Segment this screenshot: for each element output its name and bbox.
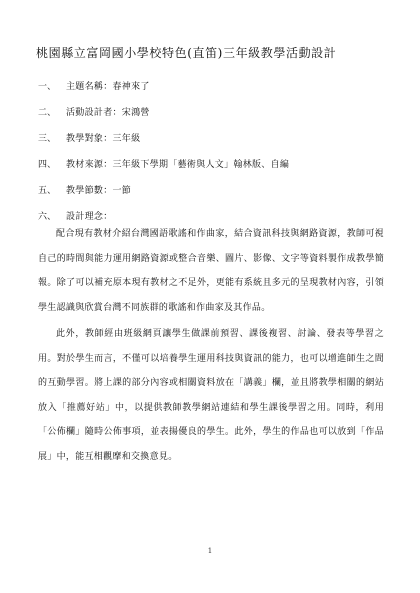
outline-item-source [38,150,388,176]
body-paragraph: 配合現有教材介紹台灣國語歌謠和作曲家，結合資訊科技與網路資源，教師可視自己的時間與能力運用網路資源或整合音樂、圖片、影像、文字等資料製作成教學簡報。除了可以補充原本現有教材之不足外，更能有系統且多元的呈現教材內容，引領學生認識與欣賞台灣不同族群的歌謠和作曲家及其作品。 [38,229,384,313]
outline-list [38,72,388,228]
body-paragraph: 此外，教師經由班級網頁讓學生做課前預習、課後複習、討論、發表等學習之用。對於學生而言，不僅可以培養學生運用科技與資訊的能力，也可以增進師生之間的互動學習。將上課的部分內容或相關資料放在「講義」欄，並且將教學相關的網站放入「推薦好站」中，以提供教師教學網站連結和學生課後學習之用。同時，利用「公佈欄」隨時公佈事項，並表揚優良的學生。此外，學生的作品也可以放到「作品展」中，能互相觀摩和交換意見。 [38,329,384,462]
outline-item-number: 三、 [38,133,57,144]
outline-item-number: 二、 [38,107,57,118]
outline-item-audience [38,124,388,150]
outline-item-number: 五、 [38,185,57,196]
outline-item-text: 教材來源：三年級下學期「藝術與人文」翰林版、自編 [66,159,290,170]
outline-item-text: 主題名稱：春神來了 [66,81,150,92]
outline-item-designer [38,98,388,124]
outline-item-text: 活動設計者：宋鴻營 [66,107,150,118]
outline-item-topic [38,72,388,98]
outline-item-number: 六、 [38,211,57,222]
rationale-body [38,222,384,471]
outline-item-sessions [38,176,388,202]
document-title: 桃園縣立富岡國小學校特色(直笛)三年級教學活動設計 [36,46,337,60]
outline-item-text: 設計理念： [66,211,113,222]
outline-item-text: 教學對象：三年級 [66,133,141,144]
outline-item-number: 一、 [38,81,57,92]
page-number: 1 [207,547,213,555]
outline-item-text: 教學節數：一節 [66,185,132,196]
outline-item-number: 四、 [38,159,57,170]
